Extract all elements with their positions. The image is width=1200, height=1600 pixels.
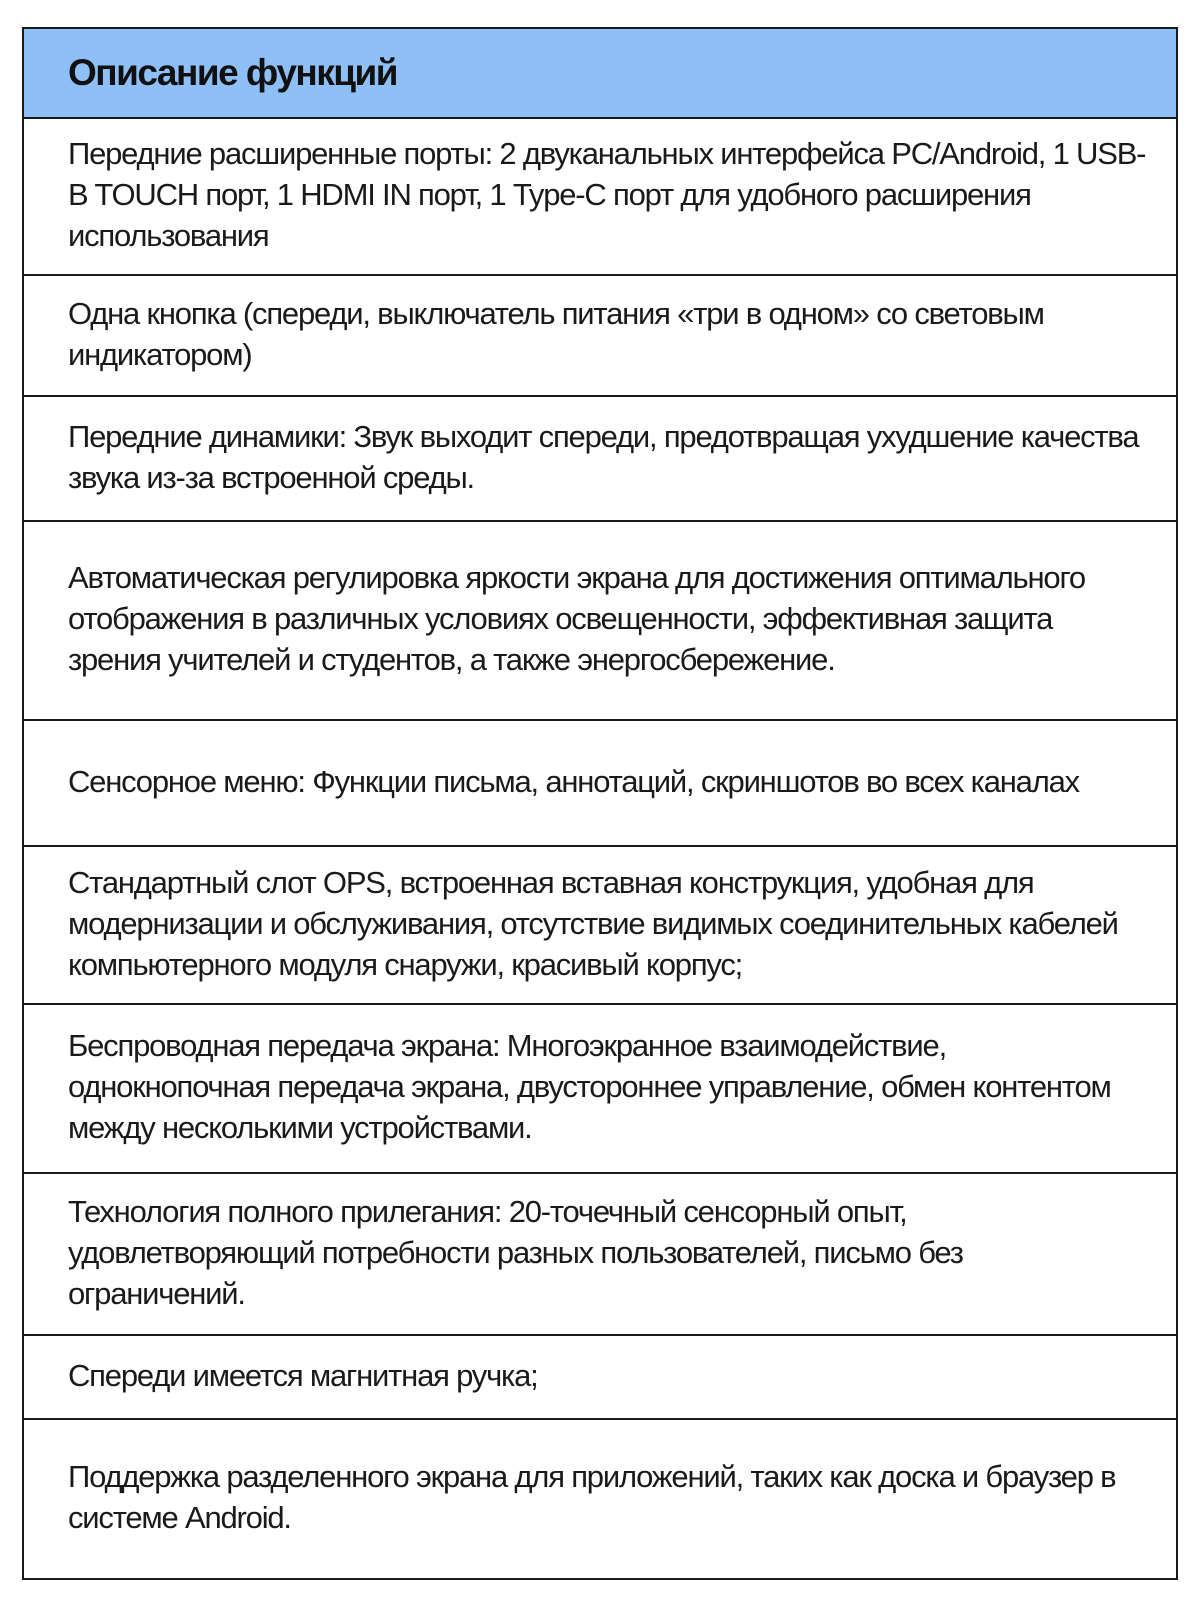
table-row <box>24 276 1176 397</box>
feature-text: Технология полного прилегания: 20-точечный сенсорный опыт, удовлетворяющий потребности разных пользователей, письмо без ограничений. <box>68 1193 963 1311</box>
table-row <box>24 522 1176 721</box>
table-title: Описание функций <box>68 52 397 93</box>
table-row <box>24 847 1176 1005</box>
table-row <box>24 1005 1176 1174</box>
feature-text: Поддержка разделенного экрана для приложений, таких как доска и браузер в системе Android. <box>68 1459 1116 1535</box>
feature-text: Автоматическая регулировка яркости экрана для достижения оптимального отображения в различных условиях освещенности, эффективная защита зрения учителей и студентов, а также энергосбережение. <box>68 560 1085 677</box>
table-row <box>24 1336 1176 1420</box>
table-row <box>24 119 1176 276</box>
table-row <box>24 1174 1176 1336</box>
table-header <box>24 29 1176 119</box>
table-row <box>24 721 1176 847</box>
feature-text: Передние динамики: Звук выходит спереди, предотвращая ухудшение качества звука из-за встроенной среды. <box>68 418 1139 495</box>
feature-table <box>22 27 1178 1580</box>
feature-text: Стандартный слот OPS, встроенная вставная конструкция, удобная для модернизации и обслуживания, отсутствие видимых соединительных кабелей компьютерного модуля снаружи, красивый корпус; <box>68 864 1118 982</box>
table-row <box>24 1420 1176 1578</box>
feature-text: Сенсорное меню: Функции письма, аннотаций, скриншотов во всех каналах <box>68 763 1079 799</box>
table-row <box>24 397 1176 522</box>
feature-text: Беспроводная передача экрана: Многоэкранное взаимодействие, однокнопочная передача экрана, двустороннее управление, обмен контентом между несколькими устройствами. <box>68 1028 1111 1145</box>
feature-text: Одна кнопка (спереди, выключатель питания «три в одном» со световым индикатором) <box>68 295 1044 372</box>
feature-text: Спереди имеется магнитная ручка; <box>68 1357 538 1393</box>
feature-text: Передние расширенные порты: 2 двуканальных интерфейса PC/Android, 1 USB-B TOUCH порт, 1 HDMI IN порт, 1 Type-C порт для удобного расширения использования <box>68 136 1146 253</box>
